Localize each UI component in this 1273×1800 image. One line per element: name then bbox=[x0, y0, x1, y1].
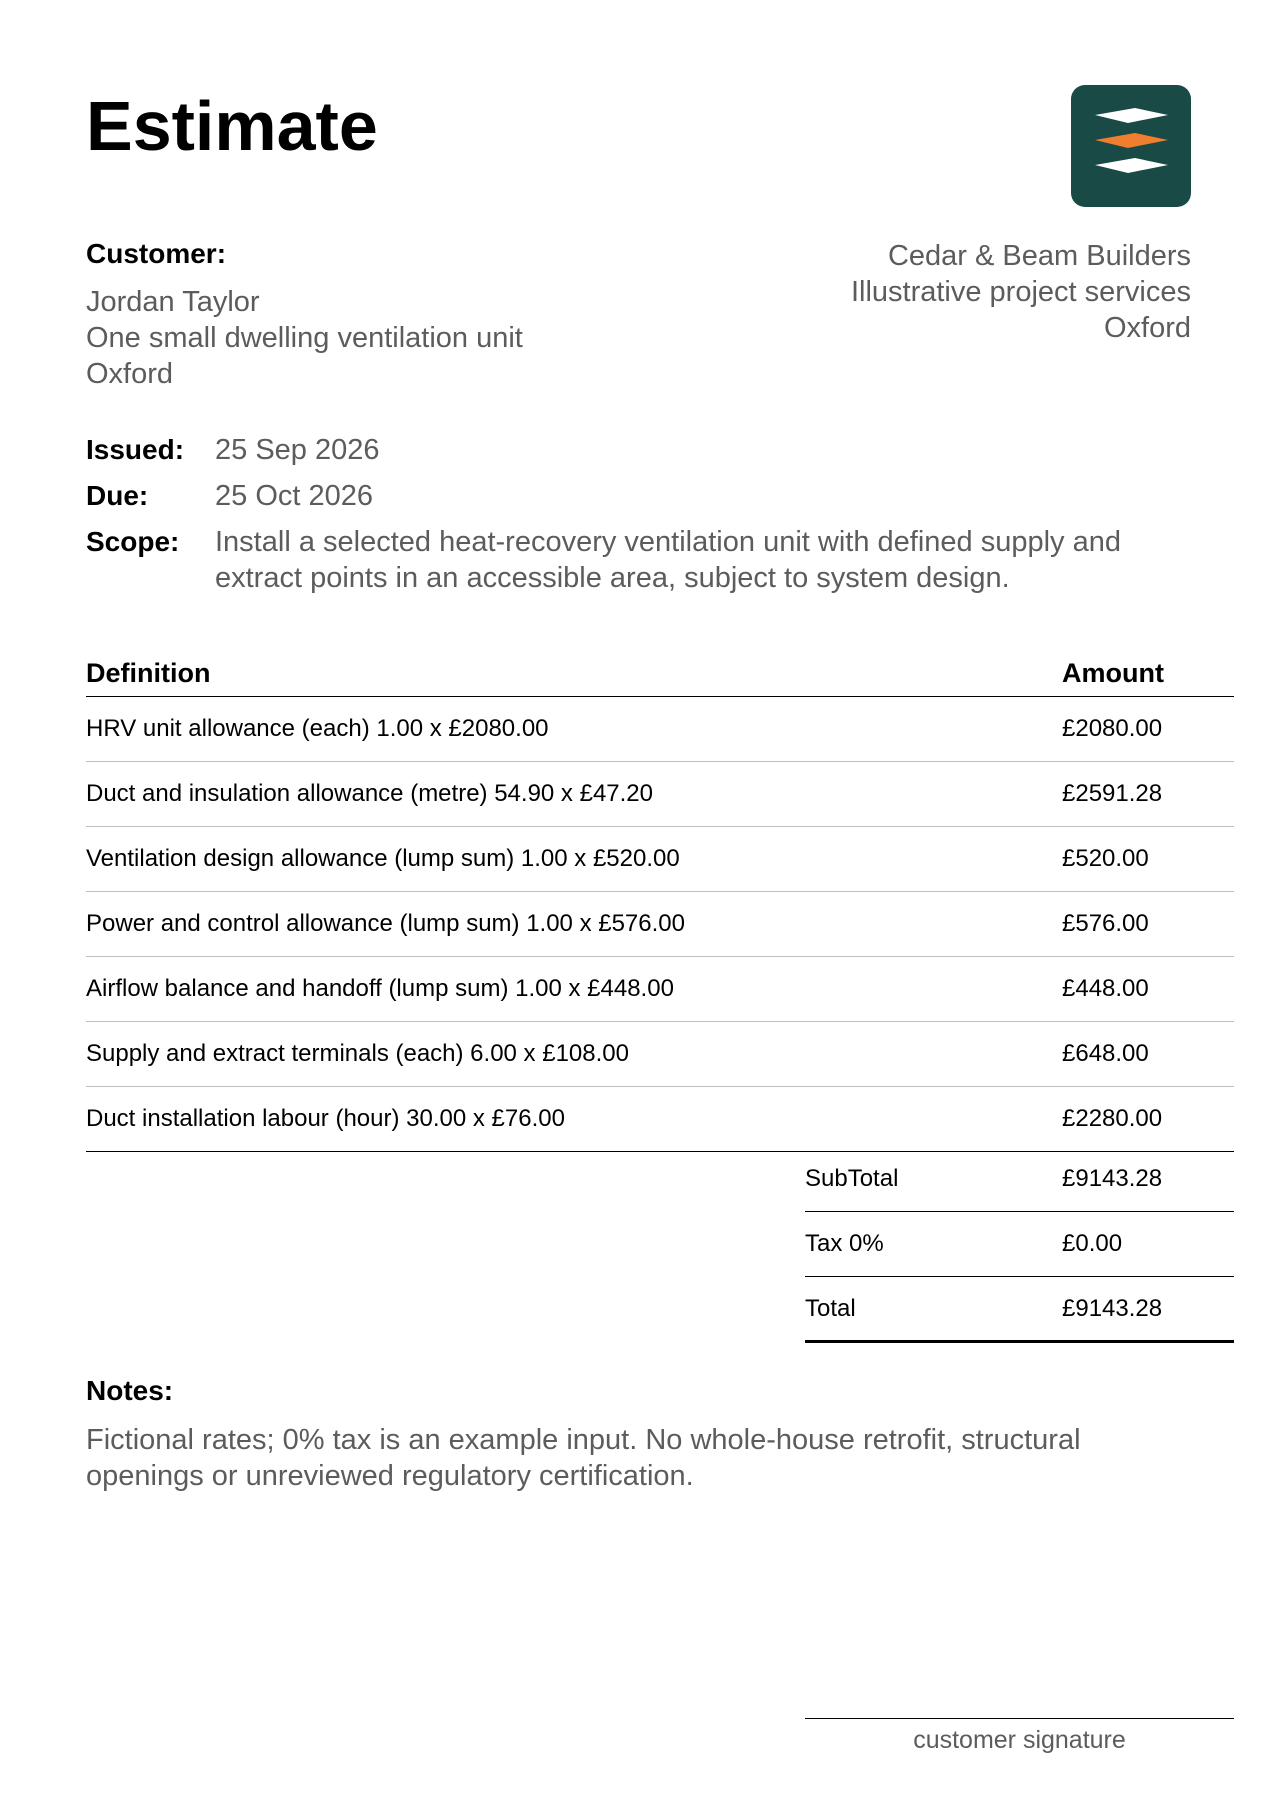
table-body bbox=[86, 697, 1234, 1152]
row-definition: HRV unit allowance (each) 1.00 x £2080.00 bbox=[86, 715, 549, 742]
customer-project: One small dwelling ventilation unit bbox=[86, 322, 523, 354]
subtotal-label: SubTotal bbox=[805, 1165, 899, 1192]
estimate-meta bbox=[86, 432, 1206, 606]
line-items-table bbox=[86, 650, 1234, 1152]
signature-line bbox=[805, 1718, 1234, 1719]
row-amount: £520.00 bbox=[1062, 845, 1149, 872]
row-amount: £576.00 bbox=[1062, 910, 1149, 937]
total-value: £9143.28 bbox=[1062, 1294, 1163, 1322]
issued-date: 25 Sep 2026 bbox=[215, 434, 380, 466]
definition-header: Definition bbox=[86, 657, 211, 688]
notes-text: Fictional rates; 0% tax is an example input. No whole-house retrofit, structural openings or unreviewed regulatory certification. bbox=[86, 1424, 1081, 1492]
row-amount: £2591.28 bbox=[1062, 780, 1163, 807]
totals-block bbox=[805, 1147, 1234, 1343]
due-label: Due: bbox=[86, 480, 149, 511]
table-row bbox=[86, 827, 1234, 892]
document-title: Estimate bbox=[86, 87, 378, 165]
row-definition: Duct installation labour (hour) 30.00 x £76.00 bbox=[86, 1105, 565, 1132]
subtotal-row bbox=[805, 1147, 1234, 1212]
amount-header: Amount bbox=[1062, 657, 1164, 688]
table-header bbox=[86, 650, 1234, 697]
scope-text: Install a selected heat-recovery ventilation unit with defined supply and extract points in an accessible area, subject to system design. bbox=[215, 526, 1121, 594]
company-name: Cedar & Beam Builders bbox=[887, 240, 1191, 272]
row-definition: Power and control allowance (lump sum) 1.00 x £576.00 bbox=[86, 910, 685, 937]
issued-label: Issued: bbox=[86, 434, 185, 465]
row-amount: £2080.00 bbox=[1062, 715, 1163, 742]
company-logo bbox=[1071, 85, 1191, 207]
subtotal-value: £9143.28 bbox=[1062, 1165, 1163, 1192]
table-row bbox=[86, 762, 1234, 827]
company-city: Oxford bbox=[1103, 312, 1191, 344]
issued-row bbox=[86, 432, 1206, 468]
scope-label: Scope: bbox=[86, 526, 180, 557]
row-amount: £448.00 bbox=[1062, 975, 1149, 1002]
total-label: Total bbox=[805, 1294, 856, 1322]
table-row bbox=[86, 1087, 1234, 1152]
due-row bbox=[86, 478, 1206, 514]
table-row bbox=[86, 957, 1234, 1022]
tax-row bbox=[805, 1212, 1234, 1277]
tax-label: Tax 0% bbox=[805, 1230, 884, 1257]
customer-label: Customer: bbox=[86, 238, 227, 269]
due-date: 25 Oct 2026 bbox=[215, 480, 373, 512]
notes-label: Notes: bbox=[86, 1375, 174, 1406]
row-definition: Airflow balance and handoff (lump sum) 1.00 x £448.00 bbox=[86, 975, 674, 1002]
signature-label: customer signature bbox=[913, 1726, 1126, 1754]
scope-row bbox=[86, 524, 1206, 596]
company-details bbox=[851, 238, 1191, 346]
customer-details bbox=[86, 284, 523, 392]
row-amount: £648.00 bbox=[1062, 1040, 1149, 1067]
total-row bbox=[805, 1277, 1234, 1343]
row-definition: Ventilation design allowance (lump sum) 1.00 x £520.00 bbox=[86, 845, 680, 872]
row-amount: £2280.00 bbox=[1062, 1105, 1163, 1132]
row-definition: Supply and extract terminals (each) 6.00 x £108.00 bbox=[86, 1040, 629, 1067]
customer-city: Oxford bbox=[86, 358, 174, 390]
tax-value: £0.00 bbox=[1062, 1230, 1123, 1257]
table-row bbox=[86, 892, 1234, 957]
table-row bbox=[86, 1022, 1234, 1087]
row-definition: Duct and insulation allowance (metre) 54.90 x £47.20 bbox=[86, 780, 653, 807]
company-tagline: Illustrative project services bbox=[850, 276, 1191, 308]
customer-name: Jordan Taylor bbox=[86, 286, 260, 318]
layered-planks-logo-icon bbox=[1071, 85, 1191, 207]
table-row bbox=[86, 697, 1234, 762]
